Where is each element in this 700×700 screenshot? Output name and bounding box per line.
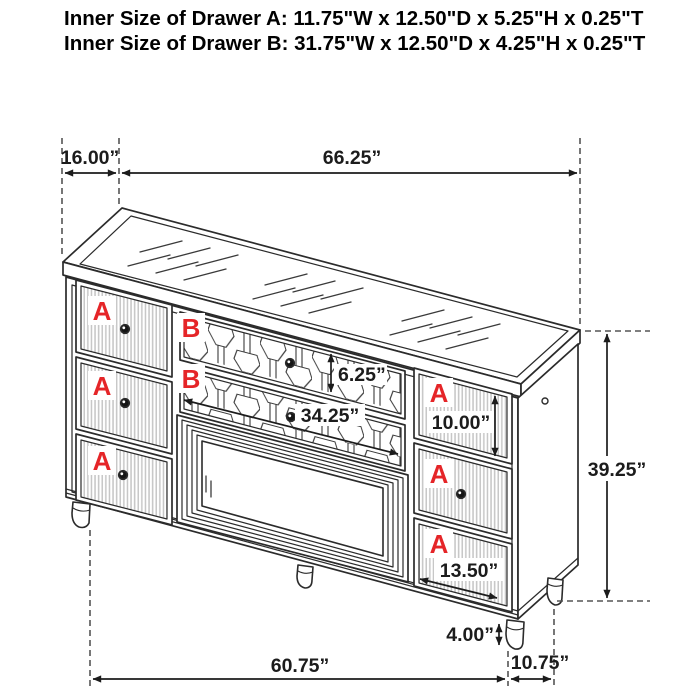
dresser-drawing bbox=[63, 208, 580, 649]
knob bbox=[121, 399, 130, 408]
dim-label-drawer-a-bottom-width: 13.50” bbox=[439, 560, 499, 582]
dim-label-leg-height: 4.00” bbox=[446, 624, 494, 646]
dim-label-base-width: 60.75” bbox=[270, 655, 330, 677]
knob bbox=[119, 471, 128, 480]
label-drawer-a: A bbox=[92, 296, 112, 326]
label-drawer-a: A bbox=[429, 378, 449, 408]
dim-label-drawer-b-width: 34.25” bbox=[300, 405, 360, 427]
dim-label-top-depth: 16.00” bbox=[60, 147, 120, 169]
front-left-leg bbox=[72, 502, 90, 528]
knob bbox=[286, 359, 295, 368]
knob bbox=[457, 490, 466, 499]
title-line-drawer-a: Inner Size of Drawer A: 11.75"W x 12.50"D x 5.25"H x 0.25"T bbox=[64, 7, 644, 30]
title-line-drawer-b: Inner Size of Drawer B: 31.75"W x 12.50"D x 4.25"H x 0.25"T bbox=[64, 32, 646, 55]
label-drawer-a: A bbox=[92, 446, 112, 476]
dim-label-top-width: 66.25” bbox=[322, 147, 382, 169]
dim-label-overall-height: 39.25” bbox=[587, 459, 647, 481]
dim-label-base-depth: 10.75” bbox=[510, 652, 570, 674]
label-drawer-a: A bbox=[429, 529, 449, 559]
label-drawer-b: B bbox=[181, 364, 201, 394]
knob bbox=[121, 325, 130, 334]
label-drawer-a: A bbox=[92, 371, 112, 401]
center-leg bbox=[297, 565, 313, 588]
label-drawer-a: A bbox=[429, 459, 449, 489]
front-right-leg bbox=[506, 620, 524, 649]
dim-label-drawer-b-height: 6.25” bbox=[338, 364, 386, 386]
label-drawer-b: B bbox=[181, 313, 201, 343]
knob bbox=[287, 413, 296, 422]
dim-label-drawer-a-right-height: 10.00” bbox=[431, 412, 491, 434]
